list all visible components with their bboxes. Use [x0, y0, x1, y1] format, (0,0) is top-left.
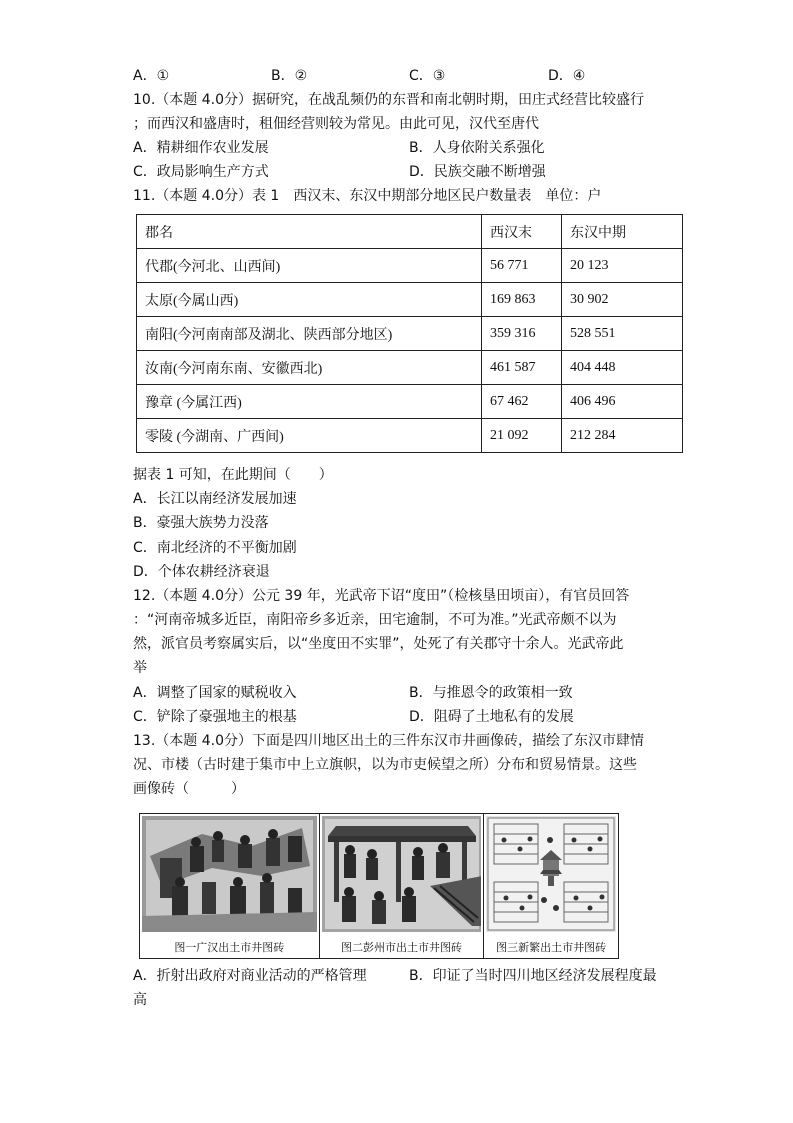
- pengzhou-brick-illustration: [322, 816, 482, 932]
- q13-option-a: A．折射出政府对商业活动的严格管理: [133, 968, 367, 984]
- q11-stem: 11.（本题 4.0分）表 1 西汉末、东汉中期部分地区民户数量表 单位：户: [133, 188, 602, 204]
- q10-option-c: C．政局影响生产方式: [133, 164, 269, 180]
- table-cell: 30 902: [562, 283, 683, 317]
- guanghan-brick-illustration: [142, 816, 317, 932]
- table-cell: 太原(今属山西): [137, 283, 482, 317]
- table-row: [137, 351, 683, 385]
- q11-option-d: D．个体农耕经济衰退: [133, 564, 270, 580]
- q13-stem-line3: 画像砖（ ）: [133, 781, 245, 797]
- table-cell: 169 863: [482, 283, 562, 317]
- q9-option-a: A．①: [133, 68, 170, 84]
- table-cell: 404 448: [562, 351, 683, 385]
- q11-after-table: 据表 1 可知，在此期间（ ）: [133, 467, 333, 483]
- xinfan-brick-image: [486, 816, 616, 932]
- q10-option-b: B．人身依附关系强化: [409, 140, 545, 156]
- table-row: [137, 419, 683, 453]
- q9-option-d: D．④: [548, 68, 586, 84]
- q12-option-c: C．铲除了豪强地主的根基: [133, 709, 297, 725]
- q12-stem-line4: 举: [133, 660, 147, 676]
- q11-option-c: C．南北经济的不平衡加剧: [133, 540, 297, 556]
- q12-stem-line1: 12.（本题 4.0分）公元 39 年，光武帝下诏“度田”（检核垦田顷亩），有官员回答: [133, 588, 630, 604]
- q10-stem-line1: 10.（本题 4.0分）据研究，在战乱频仍的东晋和南北朝时期，田庄式经营比较盛行: [133, 92, 644, 108]
- pengzhou-brick-image: [322, 816, 482, 932]
- table-header-cell: 郡名: [137, 215, 482, 249]
- q13-option-b-continued: 高: [133, 992, 147, 1008]
- table-cell: 406 496: [562, 385, 683, 419]
- q11-option-a: A．长江以南经济发展加速: [133, 491, 297, 507]
- table-cell: 汝南(今河南东南、安徽西北): [137, 351, 482, 385]
- q9-option-b: B．②: [271, 68, 308, 84]
- q10-stem-line2: ；而西汉和盛唐时，租佃经营则较为常见。由此可见，汉代至唐代: [133, 116, 539, 132]
- table-row: [137, 249, 683, 283]
- q11-option-b: B．豪强大族势力没落: [133, 515, 269, 531]
- q12-stem-line3: 然，派官员考察属实后，以“坐度田不实罪”，处死了有关郡守十余人。光武帝此: [133, 636, 624, 652]
- figure-panel: [320, 814, 485, 958]
- q12-option-b: B．与推恩令的政策相一致: [409, 685, 573, 701]
- table-cell: 212 284: [562, 419, 683, 453]
- figure-panel: [484, 814, 618, 958]
- q10-option-a: A．精耕细作农业发展: [133, 140, 269, 156]
- q13-option-b: B．印证了当时四川地区经济发展程度最: [409, 968, 657, 984]
- table-cell: 代郡(今河北、山西间): [137, 249, 482, 283]
- table-row: [137, 317, 683, 351]
- household-table: [136, 214, 683, 453]
- table-cell: 豫章 (今属江西): [137, 385, 482, 419]
- figure-caption: 图二彭州市出土市井图砖: [340, 941, 462, 954]
- xinfan-brick-illustration: [486, 816, 616, 932]
- table-row: [137, 283, 683, 317]
- table-cell: 56 771: [482, 249, 562, 283]
- figure-caption: 图三新繁出土市井图砖: [496, 941, 607, 954]
- q10-option-d: D．民族交融不断增强: [409, 164, 546, 180]
- q12-option-d: D．阻碍了土地私有的发展: [409, 709, 574, 725]
- table-cell: 21 092: [482, 419, 562, 453]
- table-cell: 528 551: [562, 317, 683, 351]
- figure-panel: [140, 814, 320, 958]
- q13-stem-line2: 况、市楼（古时建于集市中上立旗帜，以为市吏候望之所）分布和贸易情景。这些: [133, 757, 637, 773]
- table-cell: 67 462: [482, 385, 562, 419]
- figure-caption: 图一广汉出土市井图砖: [174, 941, 285, 954]
- table-header-cell: 东汉中期: [562, 215, 683, 249]
- table-cell: 461 587: [482, 351, 562, 385]
- q13-stem-line1: 13.（本题 4.0分）下面是四川地区出土的三件东汉市井画像砖，描绘了东汉市肆情: [133, 733, 644, 749]
- table-header-cell: 西汉末: [482, 215, 562, 249]
- guanghan-brick-image: [142, 816, 317, 932]
- table-cell: 359 316: [482, 317, 562, 351]
- q12-option-a: A．调整了国家的赋税收入: [133, 685, 297, 701]
- table-header-row: [137, 215, 683, 249]
- table-row: [137, 385, 683, 419]
- q9-option-c: C．③: [409, 68, 446, 84]
- table-cell: 南阳(今河南南部及湖北、陕西部分地区): [137, 317, 482, 351]
- table-cell: 零陵 (今湖南、广西间): [137, 419, 482, 453]
- table-cell: 20 123: [562, 249, 683, 283]
- q12-stem-line2: ：“河南帝城多近臣，南阳帝乡多近亲，田宅逾制，不可为准。”光武帝颇不以为: [133, 612, 617, 628]
- brick-relief-figures: [139, 813, 619, 959]
